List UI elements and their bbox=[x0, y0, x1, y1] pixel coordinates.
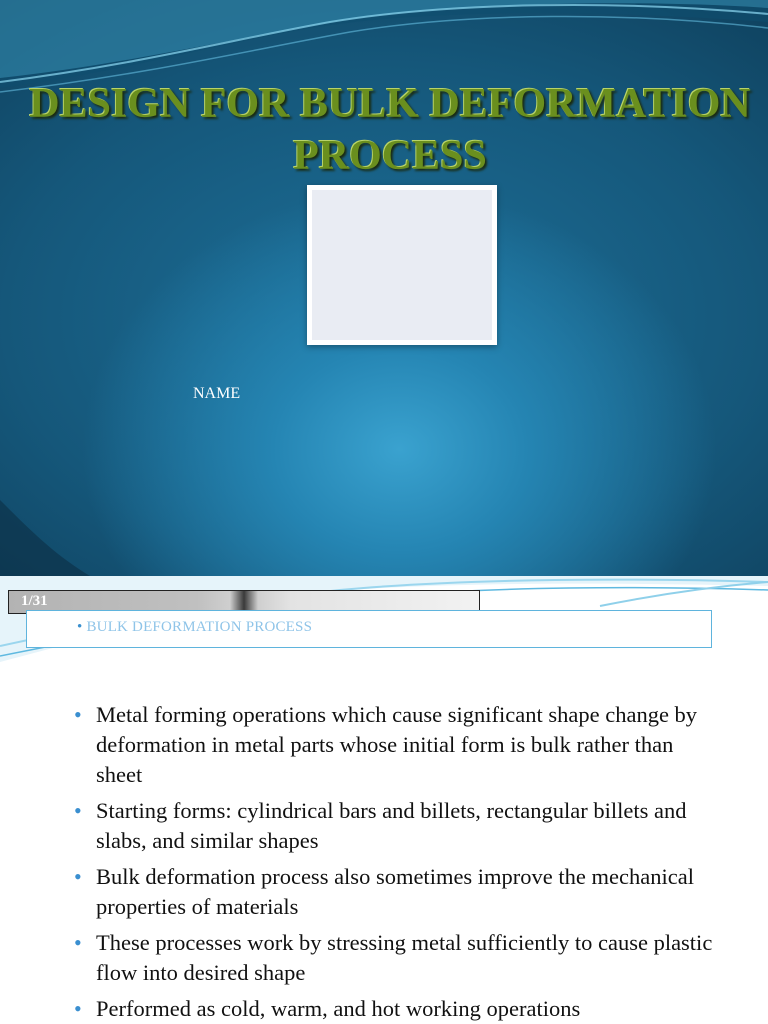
slide-title-line2: PROCESS bbox=[293, 133, 487, 179]
bullet-icon: • bbox=[74, 996, 82, 1021]
list-item bbox=[70, 700, 720, 790]
list-item-text: Metal forming operations which cause significant shape change by deformation in metal parts whose initial form is bulk rather than sheet bbox=[96, 702, 698, 787]
list-item-text: Starting forms: cylindrical bars and billets, rectangular billets and slabs, and similar shapes bbox=[96, 798, 687, 853]
section-header-text bbox=[77, 619, 312, 636]
list-item bbox=[70, 928, 720, 988]
list-item-text: Performed as cold, warm, and hot working operations bbox=[96, 996, 581, 1021]
bullet-list bbox=[70, 700, 720, 1024]
list-item bbox=[70, 862, 720, 922]
section-header-label: BULK DEFORMATION PROCESS bbox=[86, 619, 313, 635]
list-item-text: These processes work by stressing metal sufficiently to cause plastic flow into desired shape bbox=[96, 930, 713, 985]
slide-counter: 1/31 bbox=[21, 593, 48, 609]
content-slide bbox=[0, 576, 768, 1024]
name-label: NAME bbox=[193, 385, 241, 402]
image-placeholder bbox=[307, 185, 497, 345]
slide-title-line1: DESIGN FOR BULK DEFORMATION bbox=[29, 81, 751, 127]
section-header bbox=[26, 610, 712, 648]
bullet-icon: • bbox=[74, 864, 82, 889]
bullet-icon: • bbox=[74, 930, 82, 955]
list-item bbox=[70, 796, 720, 856]
slide-title bbox=[10, 78, 768, 182]
decorative-corner-curve bbox=[0, 500, 90, 576]
bullet-icon: • bbox=[74, 702, 82, 727]
bullet-icon: • bbox=[77, 619, 83, 635]
bullet-icon: • bbox=[74, 798, 82, 823]
list-item-text: Bulk deformation process also sometimes improve the mechanical properties of materials bbox=[96, 864, 694, 919]
list-item bbox=[70, 994, 720, 1024]
